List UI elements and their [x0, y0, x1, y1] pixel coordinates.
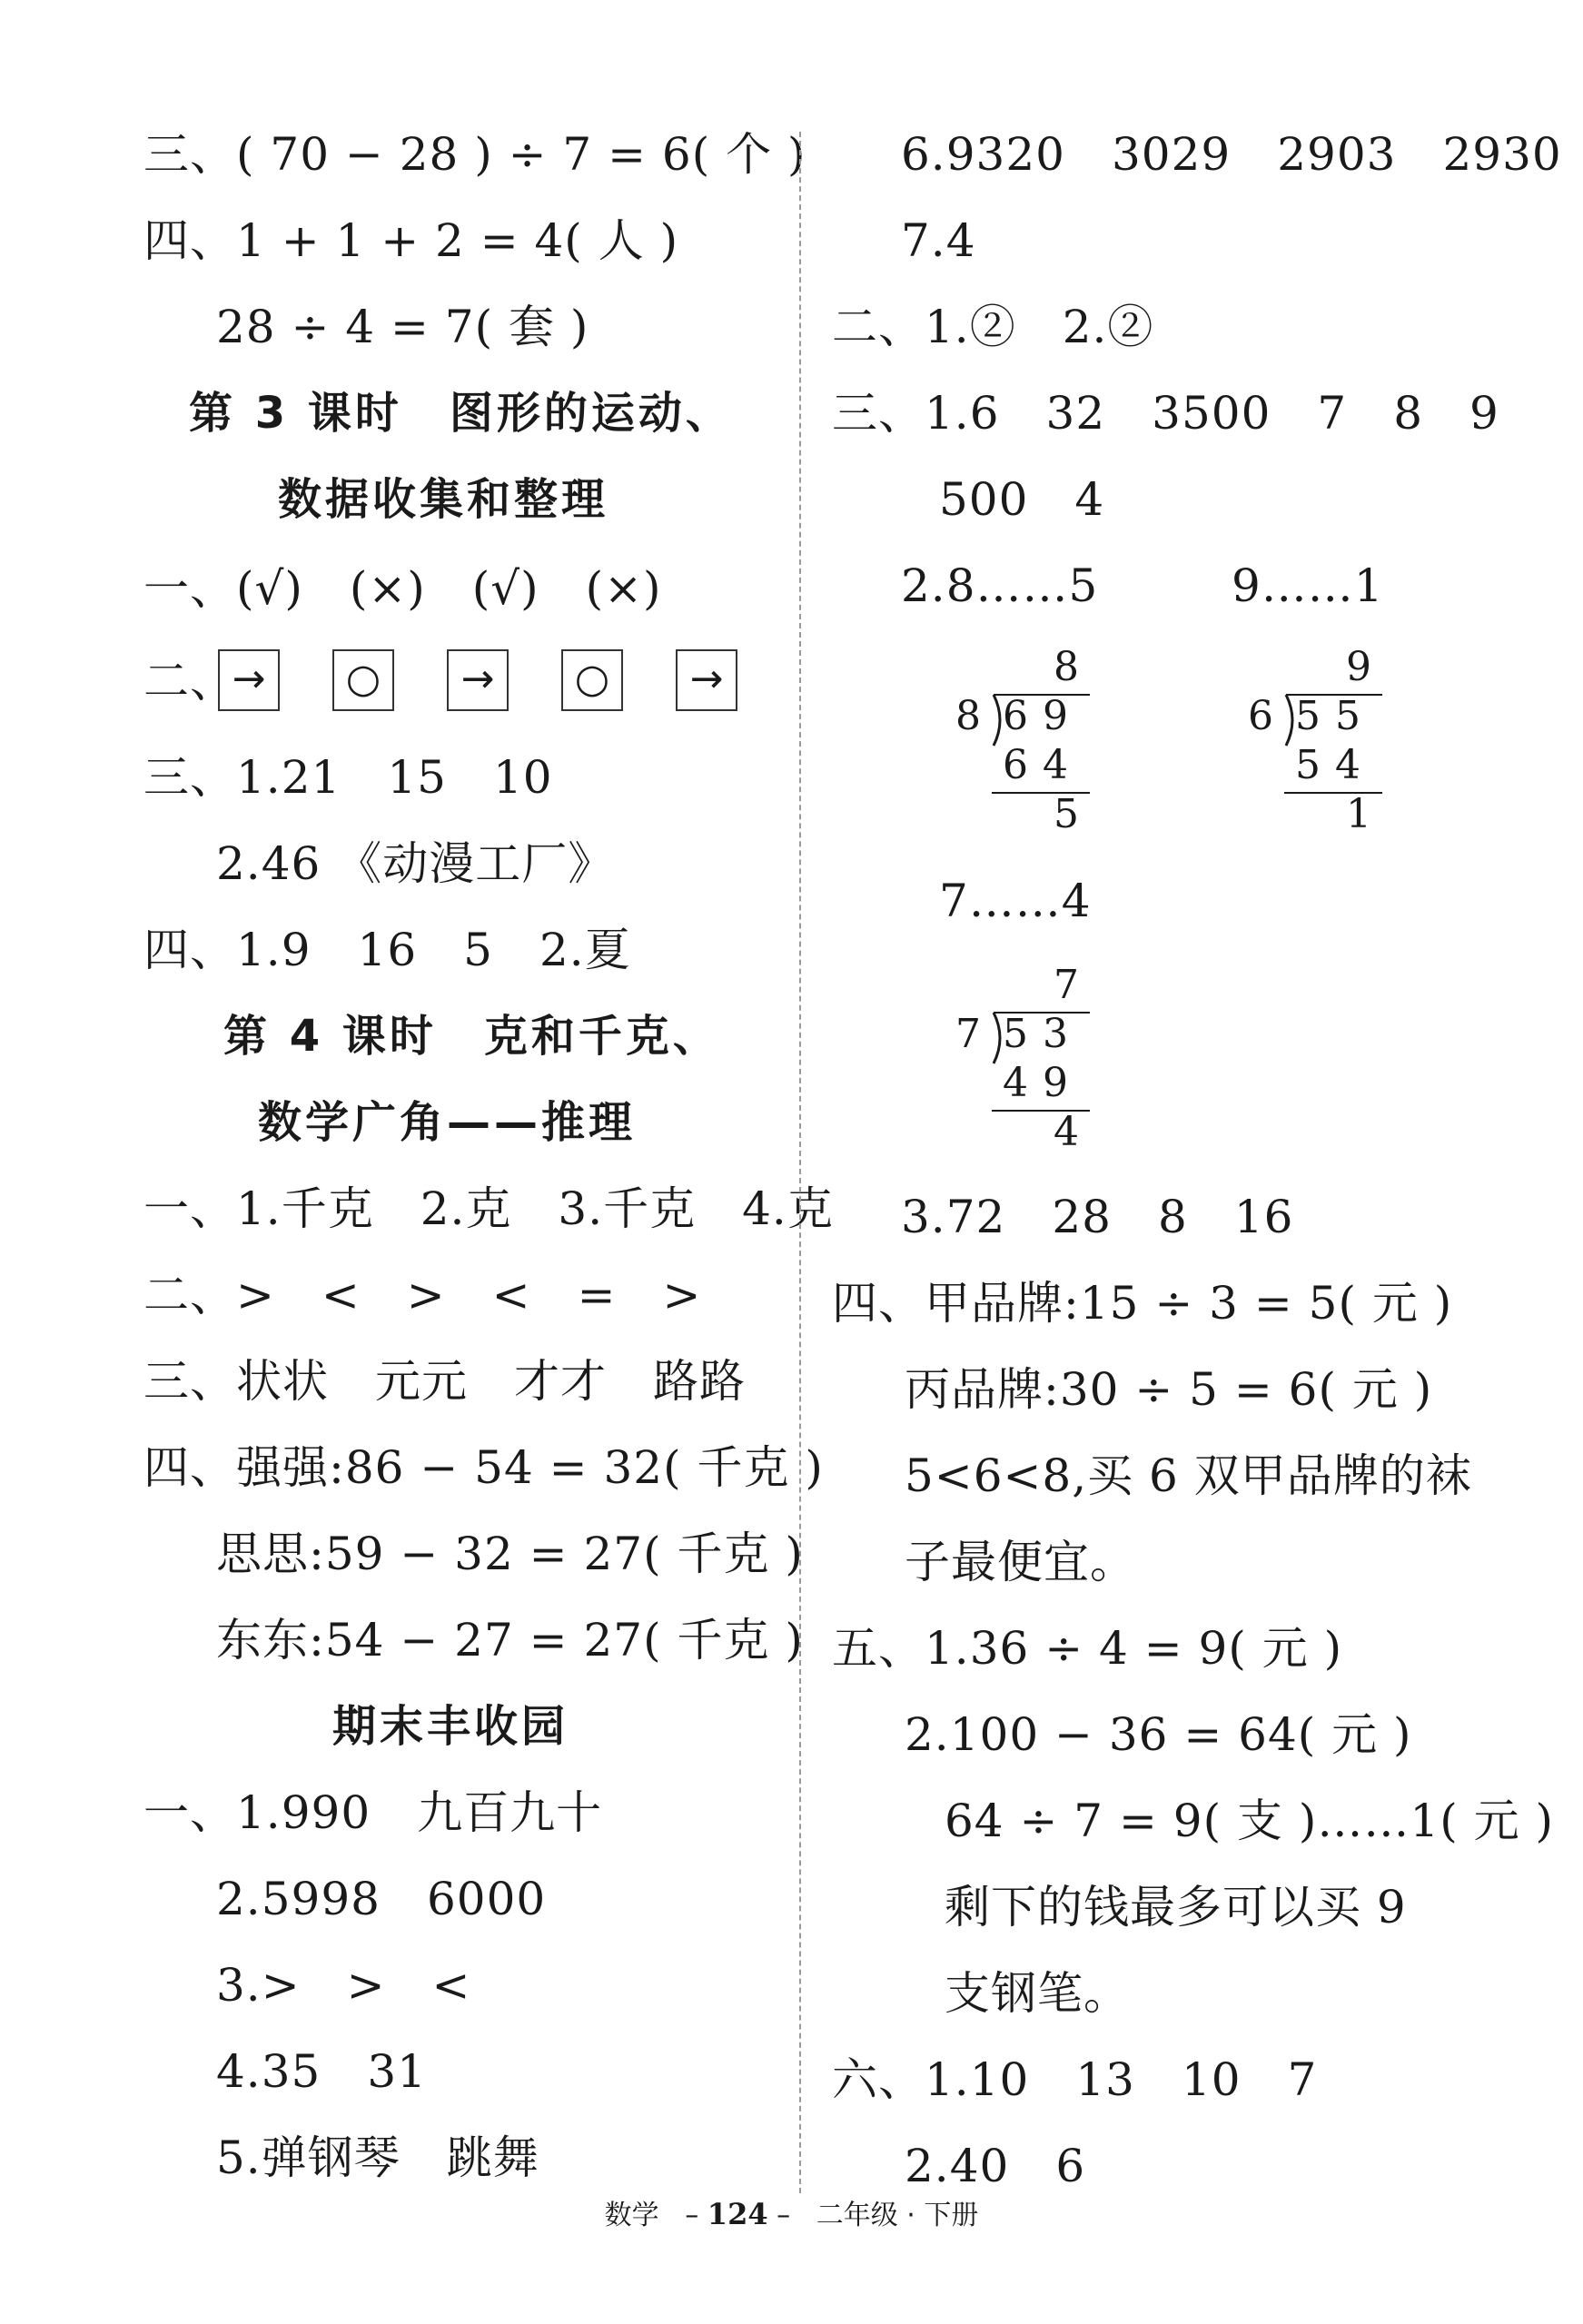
answer-line: 一、(√) (×) (√) (×) — [143, 562, 662, 615]
section-heading: 第 4 课时 克和千克、 — [223, 1011, 720, 1062]
answer-line: 2.46 《动漫工厂》 — [216, 837, 615, 890]
division-quotient: 7 — [1054, 962, 1080, 1008]
footer-subject: 数学 — [604, 2200, 659, 2231]
answer-line: 2.8……5 — [901, 559, 1099, 612]
division-divisor: 8 — [955, 693, 982, 739]
page-footer: 数学 – 124 – 二年级 · 下册 — [604, 2197, 979, 2231]
division-quotient: 8 — [1054, 644, 1080, 690]
arrow-right-icon: → — [447, 649, 509, 711]
answer-line: 三、1.21 15 10 — [143, 751, 553, 804]
answer-line: 2.100 − 36 = 64( 元 ) — [905, 1708, 1412, 1761]
answer-line: 三、状状 元元 才才 路路 — [143, 1355, 746, 1408]
answer-line: 六、1.10 13 10 7 — [832, 2053, 1318, 2106]
answer-line: 三、( 70 − 28 ) ÷ 7 = 6( 个 ) — [143, 128, 806, 181]
footer-grade: 二年级 · 下册 — [816, 2200, 979, 2231]
answer-line: 剩下的钱最多可以买 9 — [945, 1881, 1407, 1933]
answer-line: 7……4 — [939, 875, 1092, 927]
answer-line: 三、1.6 32 3500 7 8 9 — [832, 387, 1499, 440]
division-remainder: 1 — [1346, 791, 1372, 837]
circle-icon: ○ — [332, 649, 394, 711]
division-dividend: 5 5 — [1295, 693, 1361, 739]
division-product: 6 4 — [1003, 742, 1069, 788]
division-bracket — [946, 958, 1092, 1158]
answer-line: 28 ÷ 4 = 7( 套 ) — [216, 301, 589, 353]
column-divider — [799, 132, 801, 2193]
division-dividend: 5 3 — [1003, 1011, 1069, 1057]
answer-line: 丙品牌:30 ÷ 5 = 6( 元 ) — [905, 1363, 1433, 1416]
section-heading: 数据收集和整理 — [278, 474, 609, 525]
section-heading: 数学广角——推理 — [258, 1097, 637, 1148]
arrow-right-icon: → — [676, 649, 737, 711]
division-quotient: 9 — [1346, 644, 1372, 690]
answer-line: 四、强强:86 − 54 = 32( 千克 ) — [143, 1441, 824, 1494]
arrow-right-icon: → — [218, 649, 280, 711]
answer-line: 4.35 31 — [216, 2045, 427, 2098]
page-number: 124 — [707, 2197, 768, 2231]
division-bracket — [946, 640, 1092, 840]
answer-line: 3.72 28 8 16 — [901, 1191, 1294, 1243]
answer-line: 五、1.36 ÷ 4 = 9( 元 ) — [832, 1622, 1343, 1675]
division-divisor: 7 — [955, 1011, 982, 1057]
division-bracket — [1239, 640, 1384, 840]
answer-line: 5<6<8,买 6 双甲品牌的袜 — [905, 1449, 1472, 1502]
answer-line: 2.40 6 — [905, 2140, 1086, 2192]
division-remainder: 5 — [1054, 791, 1080, 837]
answer-line: 5.弹钢琴 跳舞 — [216, 2131, 539, 2184]
answer-line: 3.> > < — [216, 1959, 471, 2012]
division-product: 5 4 — [1295, 742, 1361, 788]
answer-line: 9……1 — [1232, 559, 1384, 612]
division-divisor: 6 — [1248, 693, 1274, 739]
section-heading: 期末丰收园 — [332, 1701, 569, 1752]
division-product: 4 9 — [1003, 1060, 1069, 1106]
division-remainder: 4 — [1054, 1109, 1080, 1155]
section-heading: 第 3 课时 图形的运动、 — [189, 388, 733, 439]
answer-line: 一、1.990 九百九十 — [143, 1786, 603, 1839]
answer-line: 64 ÷ 7 = 9( 支 )……1( 元 ) — [945, 1795, 1555, 1847]
circle-icon: ○ — [561, 649, 623, 711]
answer-line: 一、1.千克 2.克 3.千克 4.克 — [143, 1182, 834, 1235]
answer-prefix: 二、 — [143, 655, 236, 707]
answer-line: 500 4 — [939, 473, 1105, 526]
answer-line: 2.5998 6000 — [216, 1873, 547, 1925]
answer-line: 四、1.9 16 5 2.夏 — [143, 924, 631, 976]
answer-line: 6.9320 3029 2903 2930 — [901, 128, 1562, 181]
answer-line: 二、1.② 2.② — [832, 301, 1154, 353]
division-dividend: 6 9 — [1003, 693, 1069, 739]
answer-line: 思思:59 − 32 = 27( 千克 ) — [216, 1528, 804, 1580]
answer-line: 二、> < > < = > — [143, 1269, 702, 1321]
answer-line: 7.4 — [901, 214, 976, 267]
answer-line: 东东:54 − 27 = 27( 千克 ) — [216, 1614, 804, 1666]
answer-line: 四、甲品牌:15 ÷ 3 = 5( 元 ) — [832, 1277, 1453, 1330]
answer-line: 四、1 + 1 + 2 = 4( 人 ) — [143, 214, 679, 267]
answer-line: 支钢笔。 — [945, 1967, 1130, 2020]
answer-line: 子最便宜。 — [905, 1536, 1136, 1588]
